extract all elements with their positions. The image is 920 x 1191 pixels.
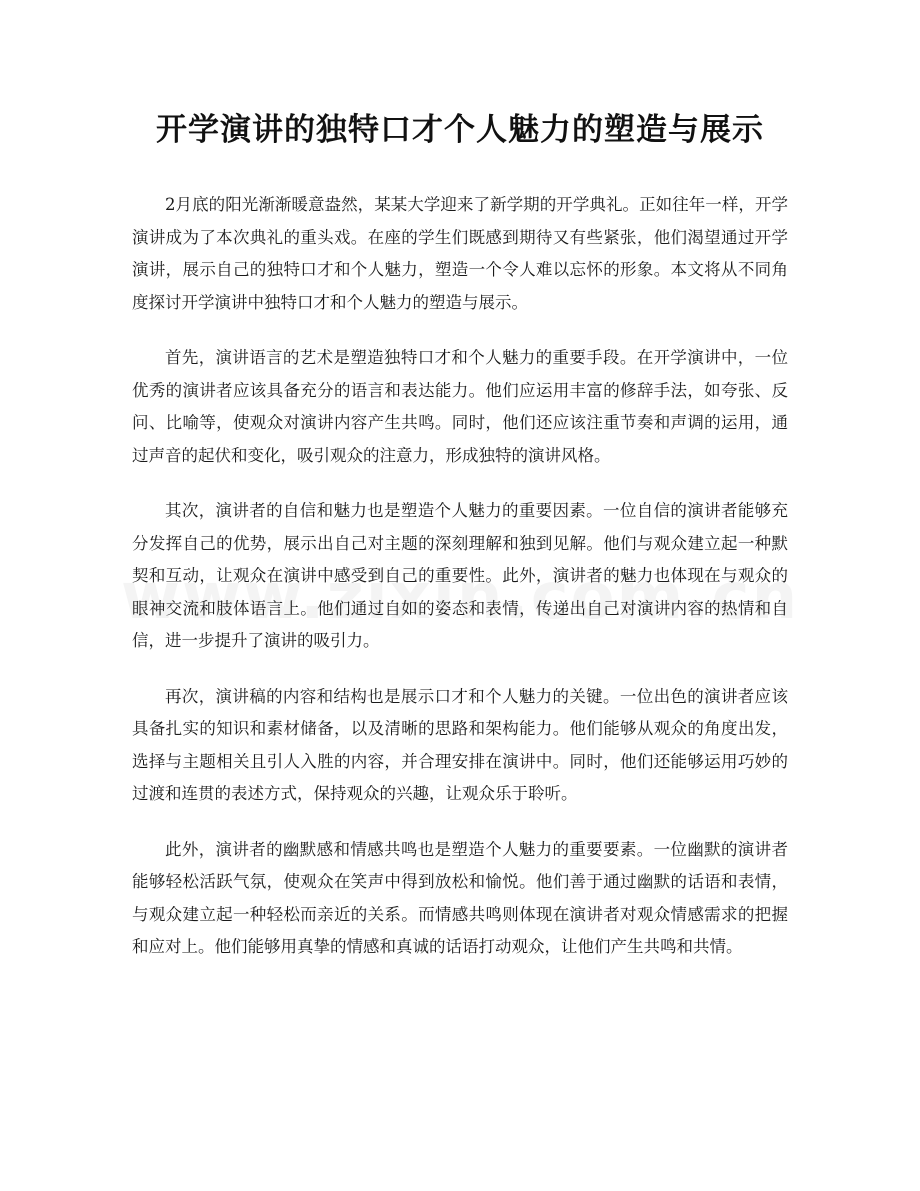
paragraph-2: 首先，演讲语言的艺术是塑造独特口才和个人魅力的重要手段。在开学演讲中，一位优秀的演讲者应该具备充分的语言和表达能力。他们应运用丰富的修辞手法，如夸张、反问、比喻等，使观众对演讲内容产生共鸣。同时，他们还应该注重节奏和声调的运用，通过声音的起伏和变化，吸引观众的注意力，形成独特的演讲风格。 [132,348,788,465]
paragraph-1: 2月底的阳光渐渐暖意盎然，某某大学迎来了新学期的开学典礼。正如往年一样，开学演讲成为了本次典礼的重头戏。在座的学生们既感到期待又有些紧张，他们渴望通过开学演讲，展示自己的独特口才和个人魅力，塑造一个令人难以忘怀的形象。本文将从不同角度探讨开学演讲中独特口才和个人魅力的塑造与展示。 [132,195,788,312]
article-body [132,189,788,964]
paragraph-5: 此外，演讲者的幽默感和情感共鸣也是塑造个人魅力的重要要素。一位幽默的演讲者能够轻松活跃气氛，使观众在笑声中得到放松和愉悦。他们善于通过幽默的话语和表情，与观众建立起一种轻松而亲近的关系。而情感共鸣则体现在演讲者对观众情感需求的把握和应对上。他们能够用真挚的情感和真诚的话语打动观众，让他们产生共鸣和共情。 [132,839,788,956]
paragraph-4: 再次，演讲稿的内容和结构也是展示口才和个人魅力的关键。一位出色的演讲者应该具备扎实的知识和素材储备，以及清晰的思路和架构能力。他们能够从观众的角度出发，选择与主题相关且引人入胜的内容，并合理安排在演讲中。同时，他们还能够运用巧妙的过渡和连贯的表述方式，保持观众的兴趣，让观众乐于聆听。 [132,686,788,803]
document-title: 开学演讲的独特口才个人魅力的塑造与展示 [156,112,764,148]
paragraph-3: 其次，演讲者的自信和魅力也是塑造个人魅力的重要因素。一位自信的演讲者能够充分发挥自己的优势，展示出自己对主题的深刻理解和独到见解。他们与观众建立起一种默契和互动，让观众在演讲中感受到自己的重要性。此外，演讲者的魅力也体现在与观众的眼神交流和肢体语言上。他们通过自如的姿态和表情，传递出自己对演讲内容的热情和自信，进一步提升了演讲的吸引力。 [132,501,788,650]
